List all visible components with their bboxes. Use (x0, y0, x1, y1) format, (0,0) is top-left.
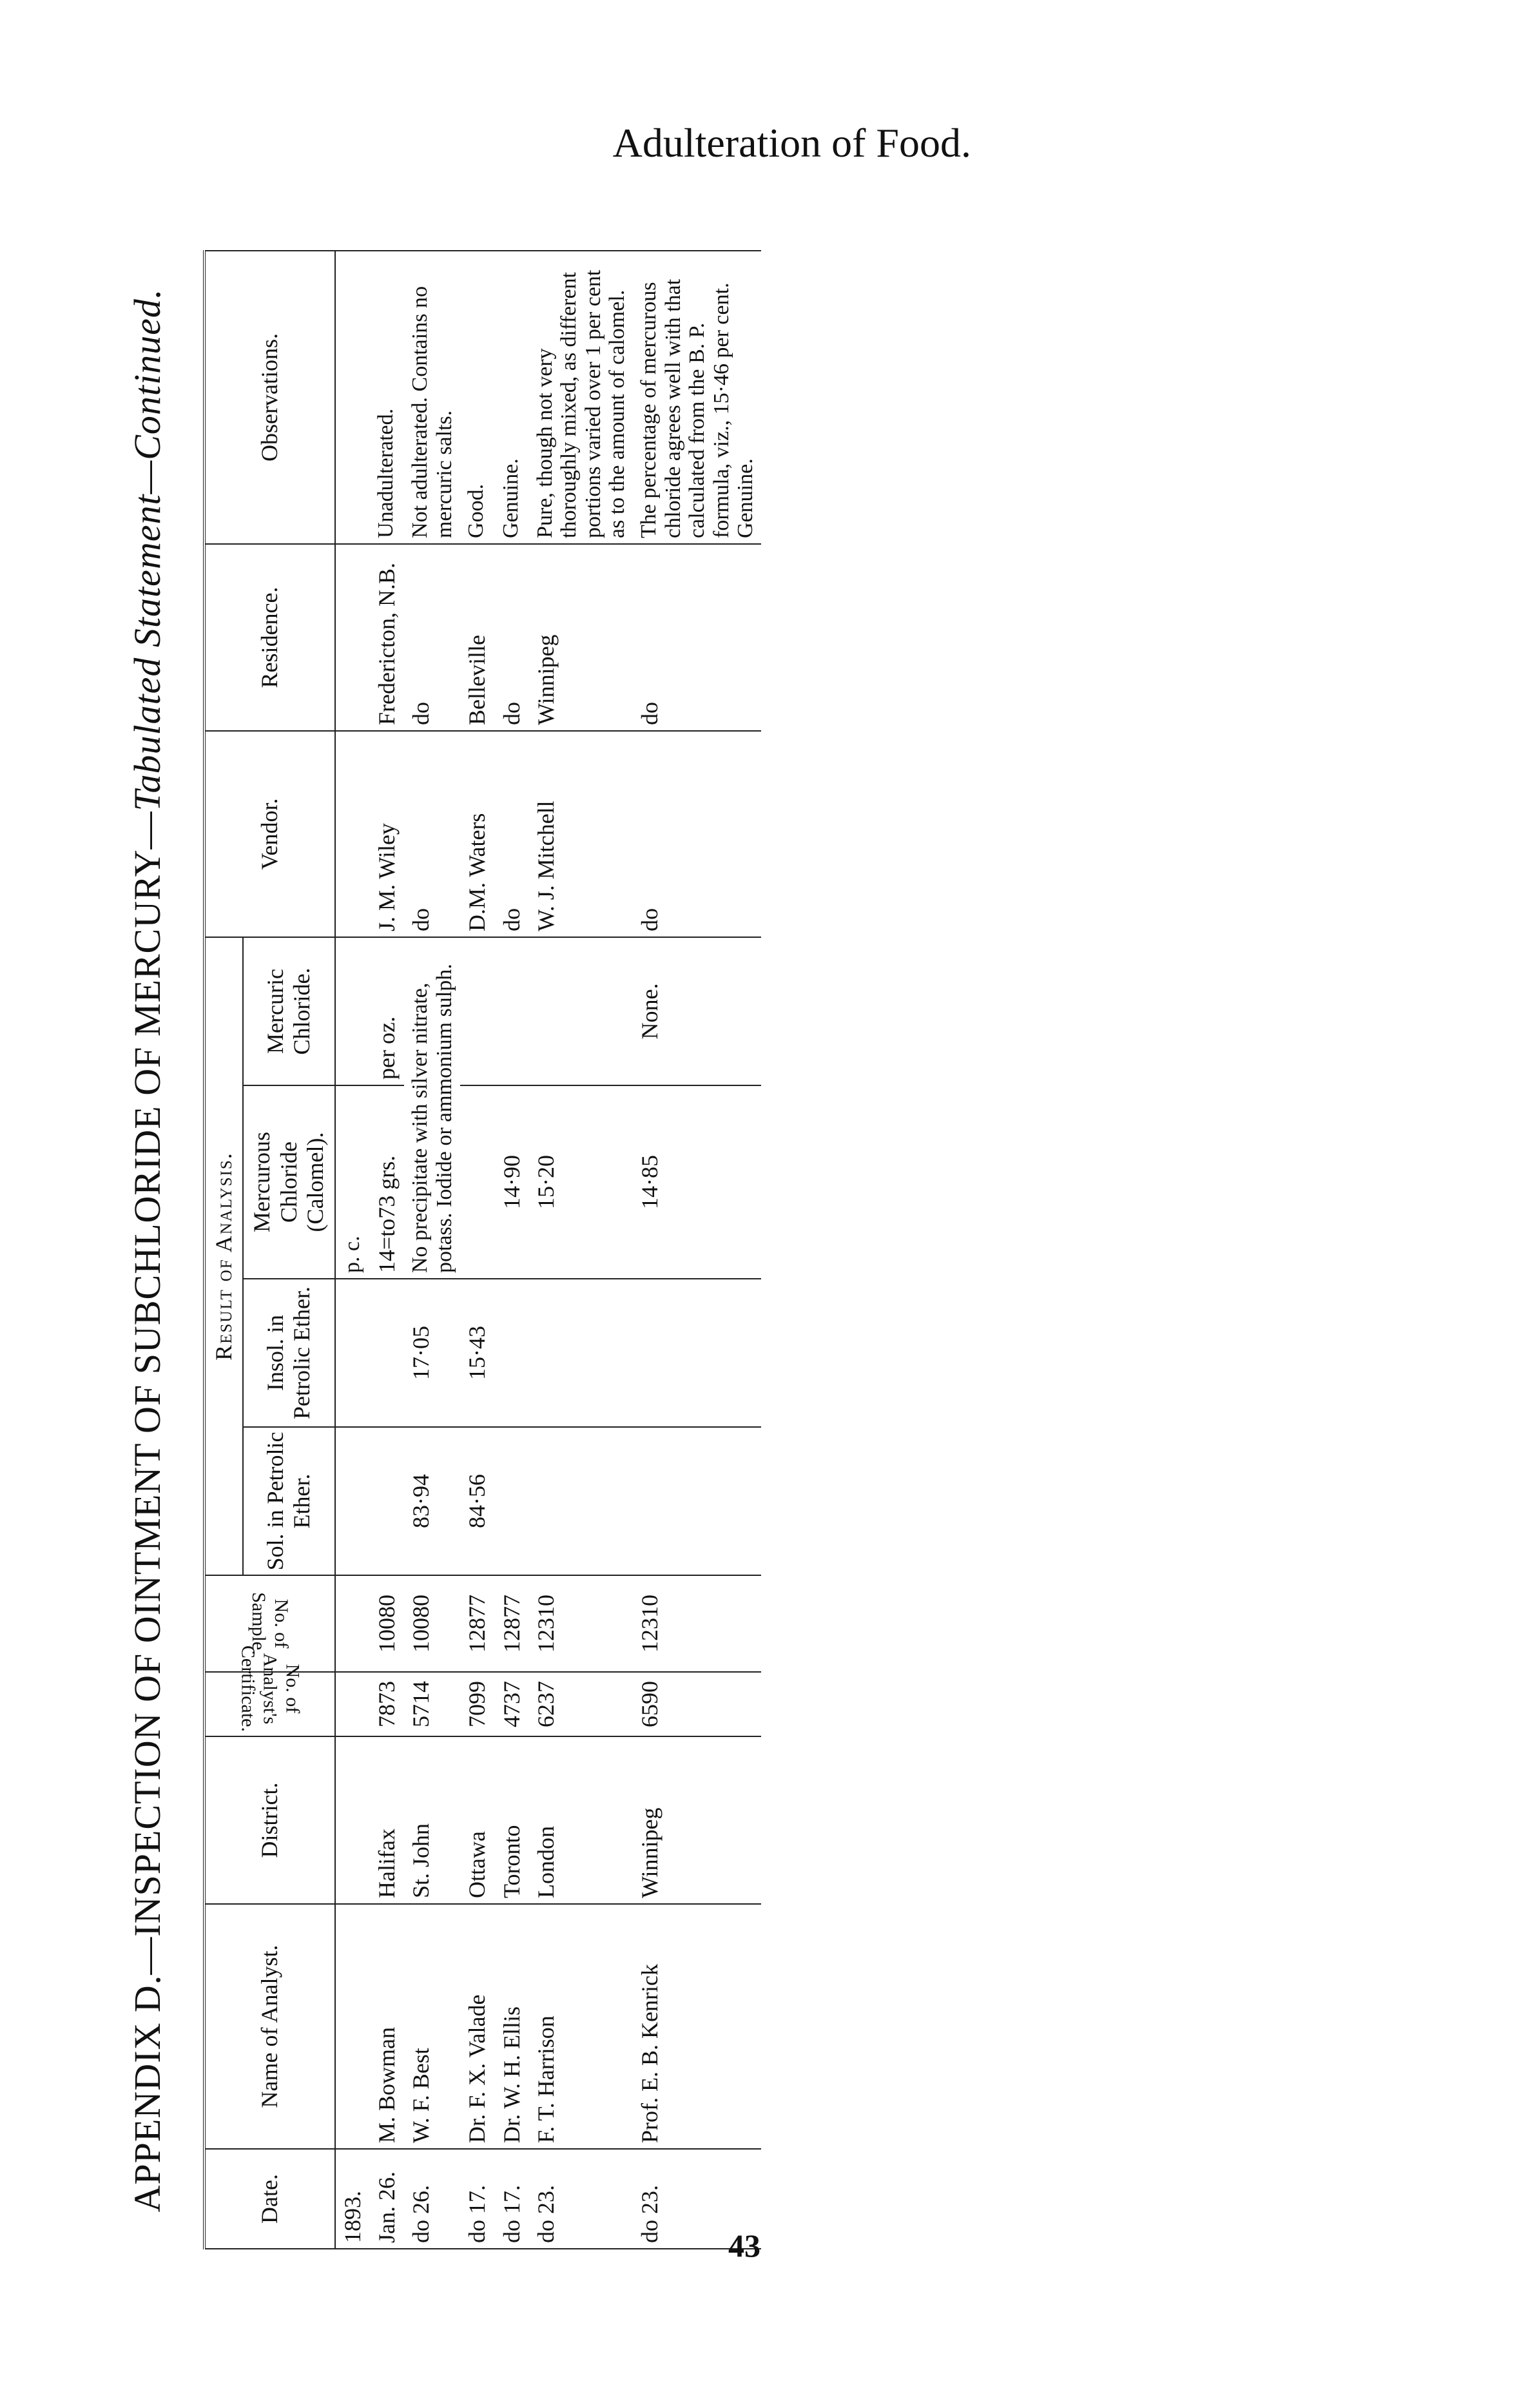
document-title (126, 251, 169, 2249)
year-row (335, 251, 370, 2249)
cell-district: Halifax (370, 1736, 404, 1904)
cell-insol (495, 1279, 529, 1427)
inspection-table (203, 250, 761, 2249)
cell-vendor: do (404, 731, 460, 937)
cell-date: do 23. (633, 2149, 761, 2249)
empty-cell (335, 731, 370, 937)
cell-sol (529, 1427, 634, 1575)
cell-sol (370, 1427, 404, 1575)
title-subtitle: Tabulated Statement—Continued. (126, 288, 168, 811)
cell-sample: 12310 (529, 1575, 634, 1672)
table-row (633, 251, 761, 2249)
cell-sample: 10080 (370, 1575, 404, 1672)
unit-cell: p. c. (335, 1085, 370, 1279)
header-insol-petrolic-ether: Insol. in Petrolic Ether. (243, 1279, 334, 1427)
empty-cell (335, 1672, 370, 1736)
cell-certificate: 4737 (495, 1672, 529, 1736)
cell-mercurous: 15·20 (529, 1085, 634, 1279)
header-district: District. (204, 1736, 335, 1904)
header-sample-text: No. of Sample. (248, 1592, 293, 1655)
cell-observations: Unadulterated. (370, 251, 404, 544)
table-row (460, 251, 494, 2249)
cell-date: do 26. (404, 2149, 460, 2249)
cell-residence: do (633, 544, 761, 731)
empty-cell (335, 1427, 370, 1575)
empty-cell (335, 1279, 370, 1427)
cell-certificate: 6590 (633, 1672, 761, 1736)
cell-analyst: W. F. Best (404, 1904, 460, 2149)
cell-date: Jan. 26. (370, 2149, 404, 2249)
cell-observations: Pure, though not very thoroughly mixed, as different portions varied over 1 per cent as to the amount of calomel. (529, 251, 634, 544)
cell-observations: Good. (460, 251, 494, 544)
cell-date: do 17. (460, 2149, 494, 2249)
cell-residence: Belleville (460, 544, 494, 731)
header-date: Date. (204, 2149, 335, 2249)
cell-district: St. John (404, 1736, 460, 1904)
header-sample (204, 1575, 335, 1672)
header-residence: Residence. (204, 544, 335, 731)
cell-mercurous: 14·90 (495, 1085, 529, 1279)
cell-mercuric (529, 937, 634, 1085)
cell-analyst: M. Bowman (370, 1904, 404, 2149)
cell-vendor: J. M. Wiley (370, 731, 404, 937)
cell-observations: Genuine. (495, 251, 529, 544)
cell-district: Ottawa (460, 1736, 494, 1904)
table-row (404, 251, 460, 2249)
cell-vendor: W. J. Mitchell (529, 731, 634, 937)
header-mercuric-chloride: Mercuric Chloride. (243, 937, 334, 1085)
empty-cell (335, 544, 370, 731)
cell-analyst: Dr. F. X. Valade (460, 1904, 494, 2149)
cell-certificate: 7099 (460, 1672, 494, 1736)
cell-mercurous: No precipitate with silver nitrate, potass. Iodide or ammonium sulph. (404, 937, 460, 1279)
cell-certificate: 7873 (370, 1672, 404, 1736)
cell-residence: Fredericton, N.B. (370, 544, 404, 731)
table-row (529, 251, 634, 2249)
cell-vendor: do (495, 731, 529, 937)
header-mercurous-chloride: Mercurous Chloride (Calomel). (243, 1085, 334, 1279)
cell-mercurous (460, 1085, 494, 1279)
cell-date: do 23. (529, 2149, 634, 2249)
cell-district: Toronto (495, 1736, 529, 1904)
empty-cell (335, 937, 370, 1085)
cell-analyst: Dr. W. H. Ellis (495, 1904, 529, 2149)
header-result-of-analysis: Result of Analysis. (204, 937, 243, 1575)
cell-insol (370, 1279, 404, 1427)
header-row (204, 251, 243, 2249)
cell-sample: 12877 (460, 1575, 494, 1672)
cell-district: Winnipeg (633, 1736, 761, 1904)
cell-certificate: 5714 (404, 1672, 460, 1736)
cell-sol (633, 1427, 761, 1575)
empty-cell (335, 1575, 370, 1672)
header-sol-petrolic-ether: Sol. in Petrolic Ether. (243, 1427, 334, 1575)
cell-sample: 12310 (633, 1575, 761, 1672)
cell-mercuric (495, 937, 529, 1085)
empty-cell (335, 1736, 370, 1904)
cell-residence: do (404, 544, 460, 731)
title-text: APPENDIX D.—INSPECTION OF OINTMENT OF SUBCHLORIDE OF MERCURY— (126, 811, 168, 2213)
cell-vendor: D.M. Waters (460, 731, 494, 937)
cell-insol: 15·43 (460, 1279, 494, 1427)
cell-insol (633, 1279, 761, 1427)
cell-analyst: F. T. Harrison (529, 1904, 634, 2149)
cell-mercuric (460, 937, 494, 1085)
cell-sol (495, 1427, 529, 1575)
table-row (495, 251, 529, 2249)
cell-mercurous: 14=to73 grs. (370, 1085, 404, 1279)
header-vendor: Vendor. (204, 731, 335, 937)
header-certificate-text: No. of Analyst's Certificate. (237, 1645, 304, 1732)
page-number: 43 (728, 2228, 760, 2264)
cell-mercurous: 14·85 (633, 1085, 761, 1279)
year-cell: 1893. (335, 2149, 370, 2249)
cell-sample: 12877 (495, 1575, 529, 1672)
empty-cell (335, 251, 370, 544)
cell-insol (529, 1279, 634, 1427)
header-observations: Observations. (204, 251, 335, 544)
cell-sol: 83·94 (404, 1427, 460, 1575)
cell-observations: The percentage of mercurous chloride agrees well with that calculated from the B. P. formula, viz., 15·46 per cent. Genuine. (633, 251, 761, 544)
cell-date: do 17. (495, 2149, 529, 2249)
cell-sample: 10080 (404, 1575, 460, 1672)
cell-insol: 17·05 (404, 1279, 460, 1427)
rotated-table-block (113, 251, 989, 2249)
cell-observations: Not adulterated. Contains no mercuric salts. (404, 251, 460, 544)
table-row (370, 251, 404, 2249)
cell-mercuric: per oz. (370, 937, 404, 1085)
cell-residence: Winnipeg (529, 544, 634, 731)
cell-residence: do (495, 544, 529, 731)
cell-vendor: do (633, 731, 761, 937)
empty-cell (335, 1904, 370, 2149)
header-certificate (204, 1645, 335, 1736)
cell-sol: 84·56 (460, 1427, 494, 1575)
cell-certificate: 6237 (529, 1672, 634, 1736)
cell-district: London (529, 1736, 634, 1904)
cell-analyst: Prof. E. B. Kenrick (633, 1904, 761, 2149)
cell-mercuric: None. (633, 937, 761, 1085)
header-name-of-analyst: Name of Analyst. (204, 1904, 335, 2149)
running-header: Adulteration of Food. (612, 120, 971, 166)
